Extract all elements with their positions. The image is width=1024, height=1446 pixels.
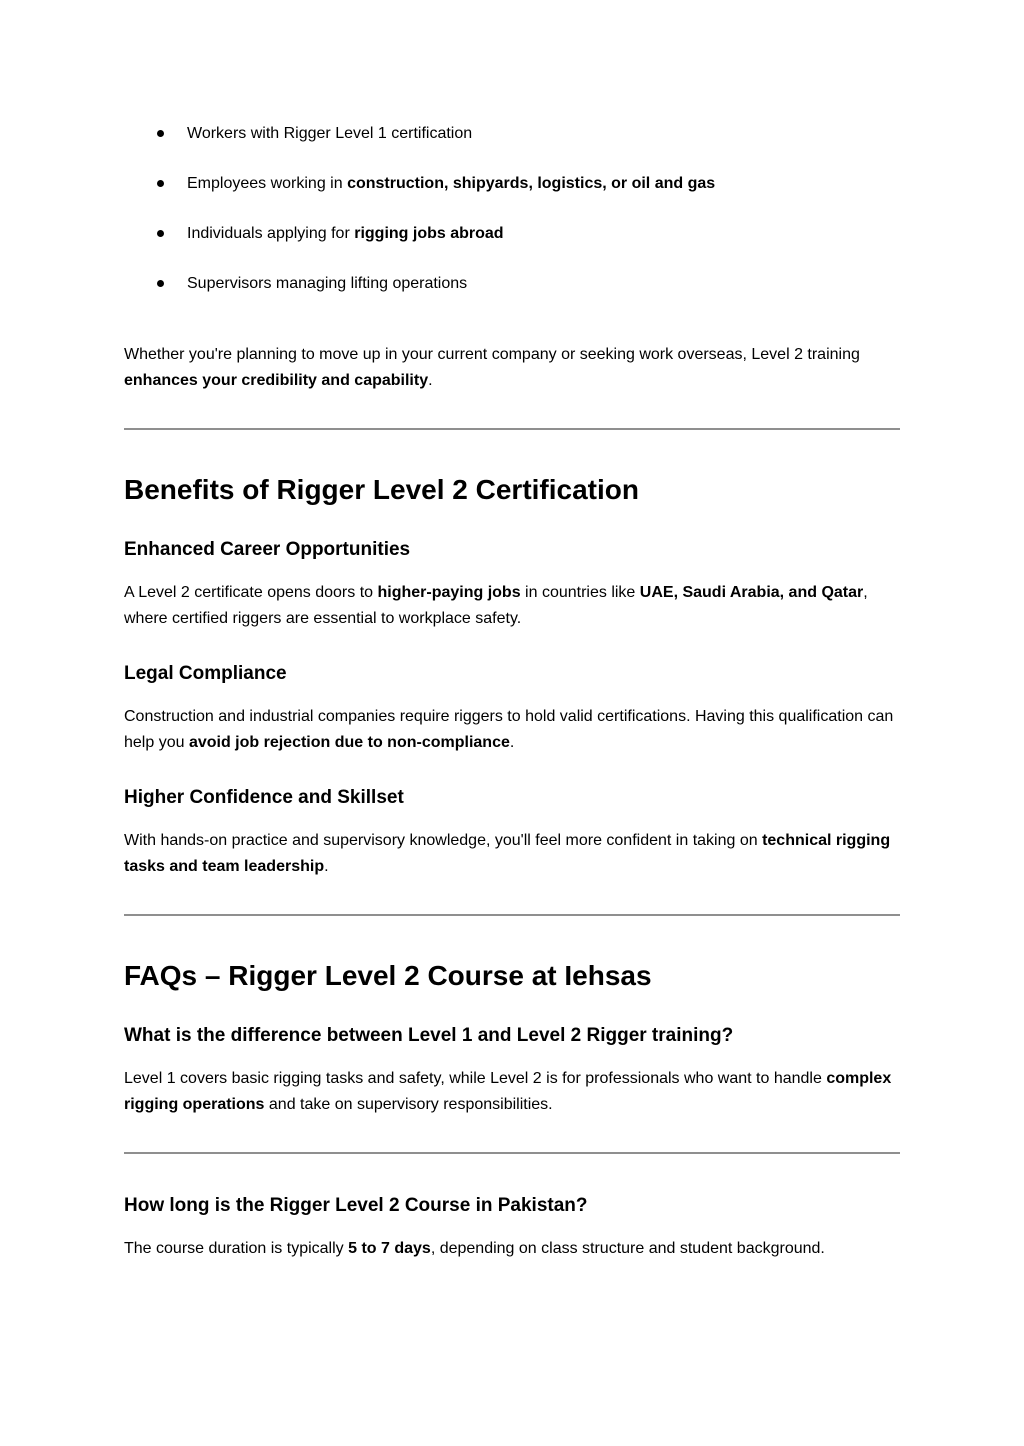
section-divider bbox=[124, 914, 900, 916]
audience-bullet-list bbox=[124, 121, 900, 297]
text-run: . bbox=[324, 858, 329, 875]
text-run: 5 to 7 days bbox=[348, 1240, 431, 1257]
text-run: Workers with Rigger Level 1 certification bbox=[187, 125, 473, 142]
text-run: construction, shipyards, logistics, or oil and gas bbox=[347, 175, 716, 192]
faqs-section-title: FAQs – Rigger Level 2 Course at Iehsas bbox=[124, 960, 652, 991]
text-run: A Level 2 certificate opens doors to bbox=[124, 584, 378, 601]
text-run: , depending on class structure and student background. bbox=[430, 1240, 825, 1257]
list-item bbox=[124, 221, 900, 247]
text-run: complex rigging operations bbox=[124, 1070, 892, 1113]
text-run: . bbox=[428, 372, 433, 389]
text-run: Whether you're planning to move up in your current company or seeking work overseas, Level 2 training bbox=[124, 346, 860, 363]
text-run: Level 1 covers basic rigging tasks and safety, while Level 2 is for professionals who want to handle bbox=[124, 1070, 827, 1087]
faq-answer-difference bbox=[124, 1066, 900, 1118]
text-run: Construction and industrial companies require riggers to hold valid certifications. Having this qualification can help you bbox=[124, 708, 894, 751]
faq-question-difference: What is the difference between Level 1 and Level 2 Rigger training? bbox=[124, 1025, 734, 1046]
text-run: The course duration is typically bbox=[124, 1240, 349, 1257]
text-run: , where certified riggers are essential to workplace safety. bbox=[124, 584, 868, 627]
audience-closing-paragraph bbox=[124, 342, 900, 394]
bullet-icon bbox=[157, 180, 164, 187]
benefit-body-confidence bbox=[124, 828, 900, 880]
text-run: Employees working in bbox=[187, 175, 348, 192]
text-run: higher-paying jobs bbox=[377, 584, 521, 601]
list-item bbox=[124, 121, 900, 147]
text-run: Individuals applying for bbox=[187, 225, 355, 242]
document-content bbox=[124, 121, 900, 1262]
benefit-body-legal bbox=[124, 704, 900, 756]
text-run: rigging jobs abroad bbox=[354, 225, 504, 242]
text-run: UAE, Saudi Arabia, and Qatar bbox=[639, 584, 864, 601]
faq-answer-duration bbox=[124, 1236, 900, 1262]
section-divider bbox=[124, 1152, 900, 1154]
benefits-section-title: Benefits of Rigger Level 2 Certification bbox=[124, 474, 639, 505]
section-divider bbox=[124, 428, 900, 430]
benefit-heading-confidence: Higher Confidence and Skillset bbox=[124, 787, 404, 808]
benefit-body-career bbox=[124, 580, 900, 632]
list-item bbox=[124, 271, 900, 297]
text-run: in countries like bbox=[520, 584, 640, 601]
text-run: enhances your credibility and capability bbox=[124, 372, 429, 389]
text-run: . bbox=[509, 734, 515, 751]
benefit-heading-career: Enhanced Career Opportunities bbox=[124, 539, 411, 560]
text-run: and take on supervisory responsibilities. bbox=[264, 1096, 553, 1113]
text-run: With hands-on practice and supervisory knowledge, you'll feel more confident in taking on bbox=[124, 832, 763, 849]
list-item bbox=[124, 171, 900, 197]
faq-question-duration: How long is the Rigger Level 2 Course in Pakistan? bbox=[124, 1195, 588, 1216]
bullet-icon bbox=[157, 280, 164, 287]
text-run: technical rigging tasks and team leadership bbox=[124, 832, 891, 875]
bullet-icon bbox=[157, 230, 164, 237]
bullet-icon bbox=[157, 130, 164, 137]
text-run: Supervisors managing lifting operations bbox=[187, 275, 468, 292]
text-run: avoid job rejection due to non-compliance bbox=[188, 734, 510, 751]
benefit-heading-legal: Legal Compliance bbox=[124, 663, 287, 684]
